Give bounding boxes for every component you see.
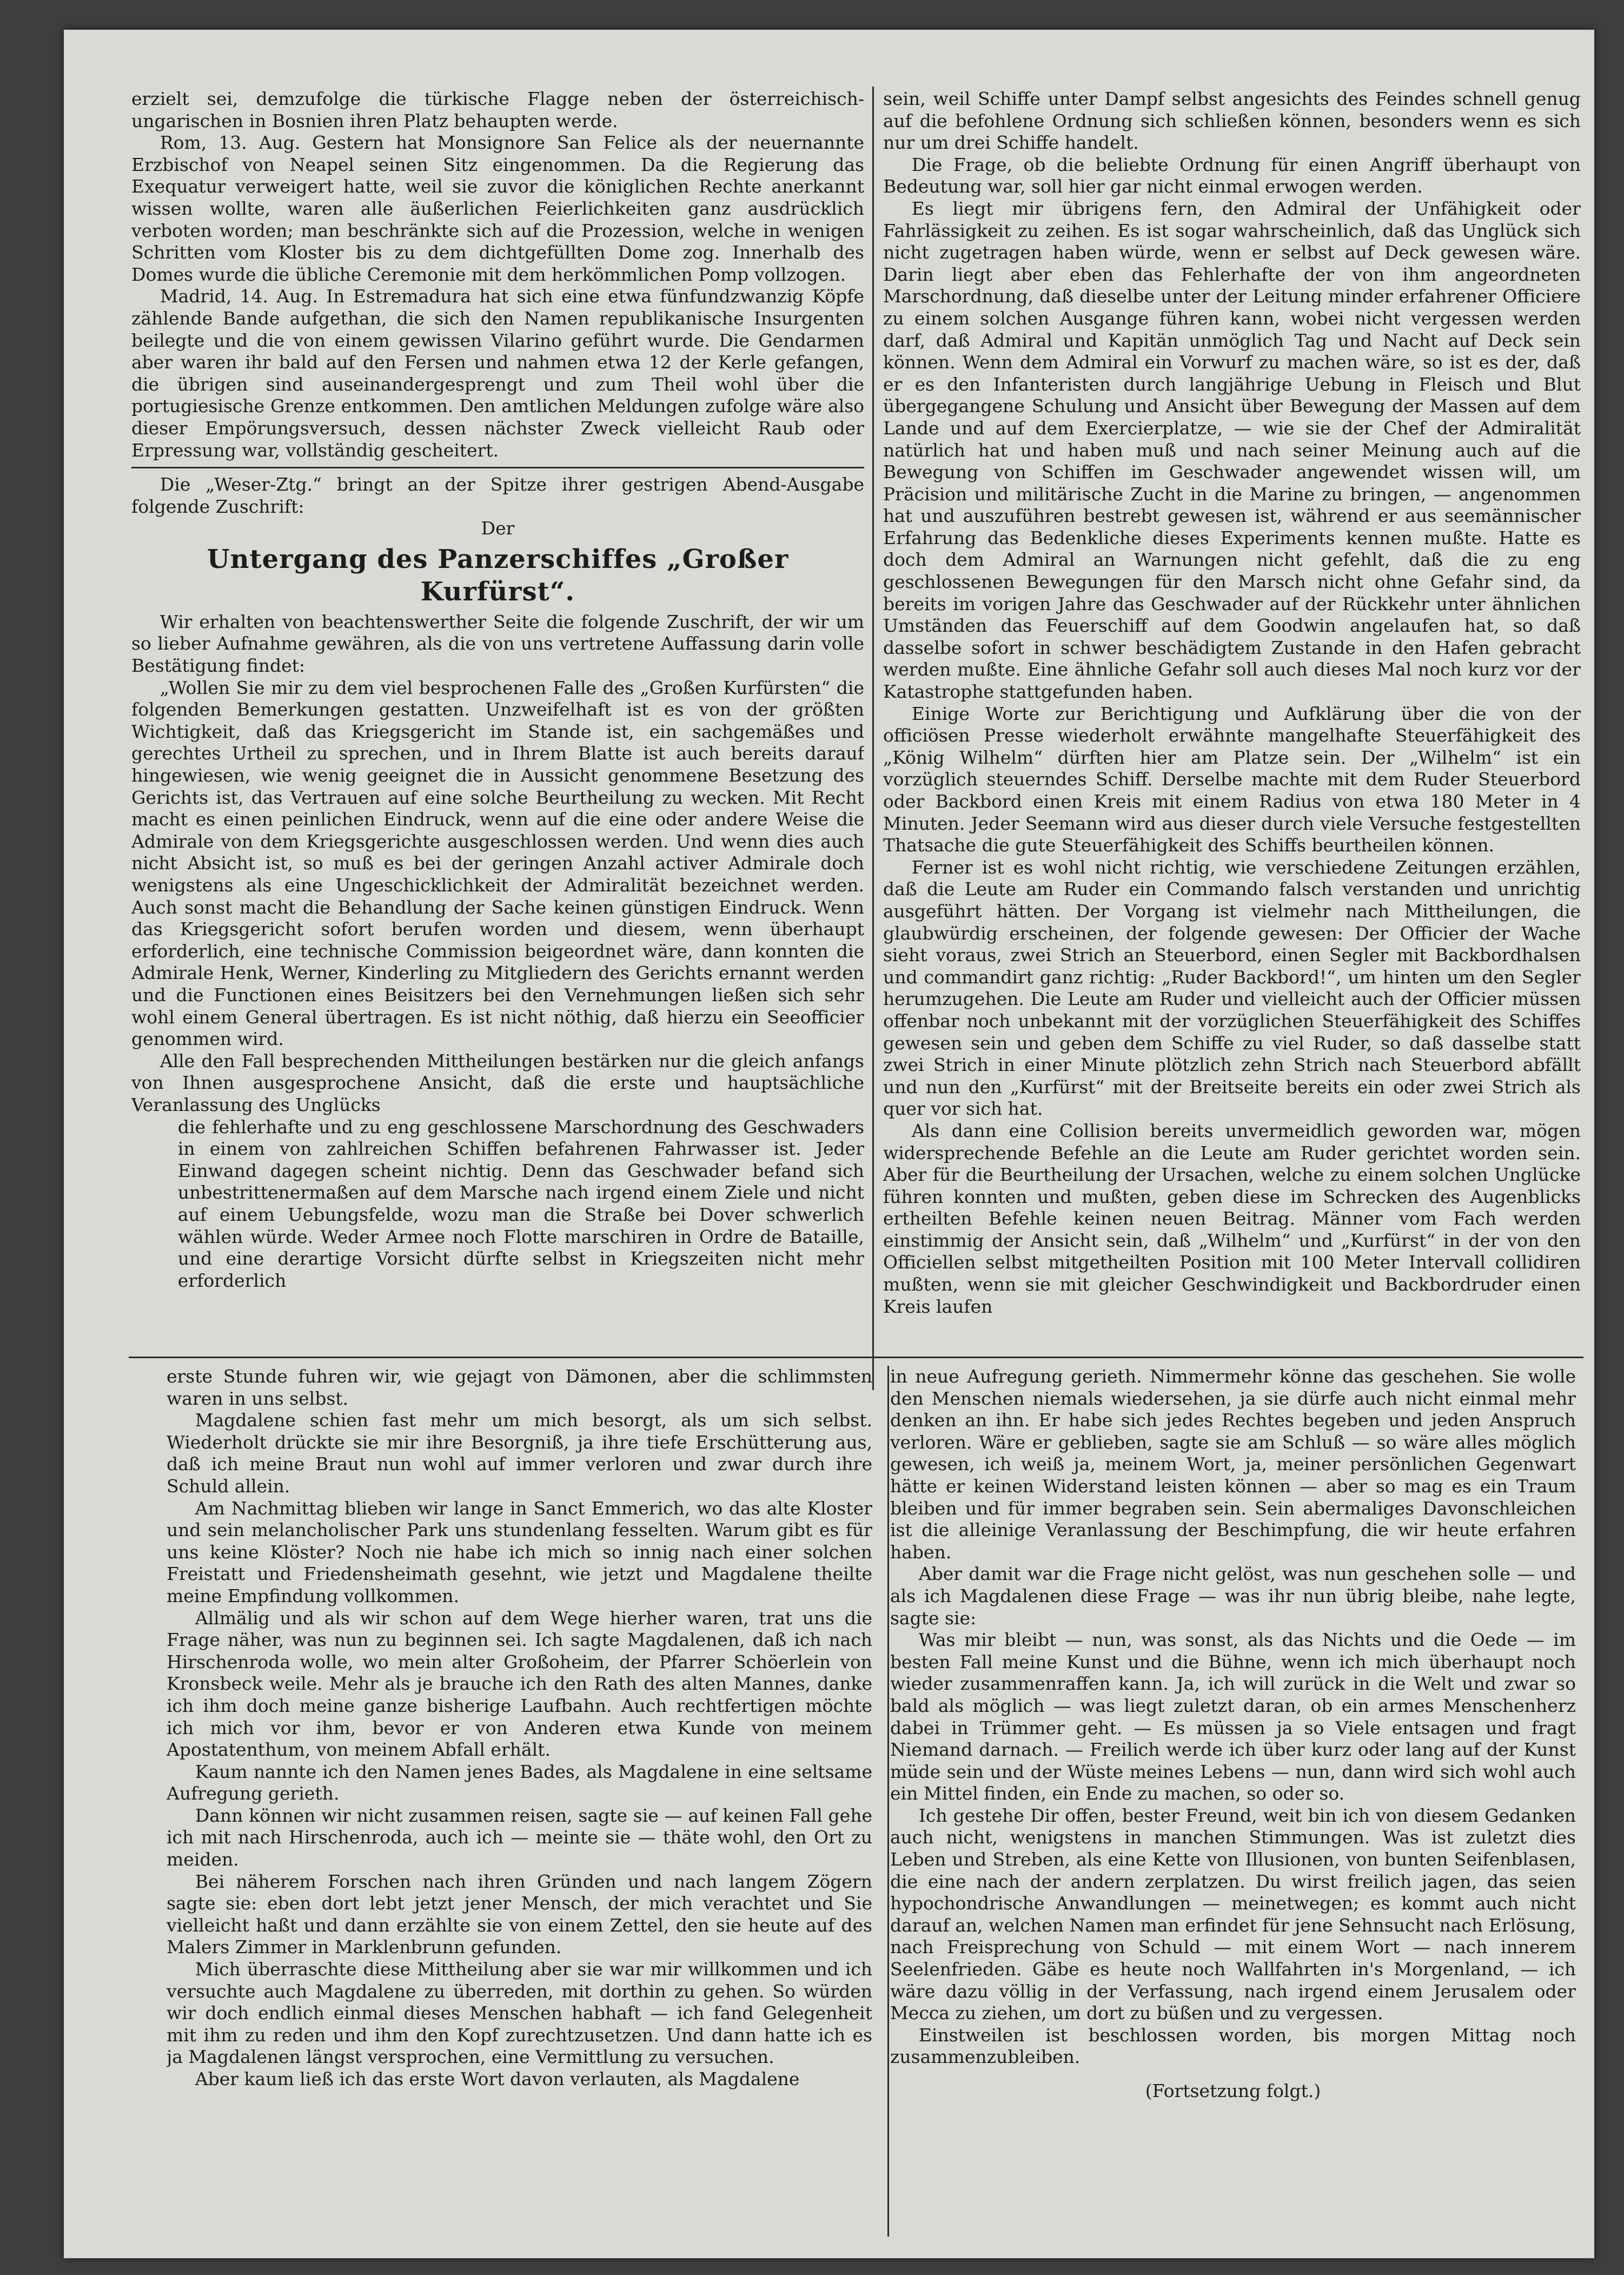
heading-kicker: Der xyxy=(481,518,515,539)
paragraph: „Wollen Sie mir zu dem viel besprochenen Falle des „Großen Kurfürsten“ die folgenden Bemerkungen gestatten. Unzweifelhaft ist es von der größten Wichtigkeit, daß das Kriegsgericht im Stande ist, ein sachgemäßes und gerechtes Urtheil zu sprechen, und in Ihrem Blatte ist auch bereits darauf hingewiesen, wie wenig geeignet die in Aussicht genommene Besetzung des Gerichts ist, das Vertrauen auf eine solche Beurtheilung zu wecken. Mit Recht macht es einen peinlichen Eindruck, wenn auf die eine oder andere Weise die Admirale von dem Kriegsgerichte ausgeschlossen werden. Und wenn dies auch nicht Absicht ist, so muß es bei der geringen Anzahl activer Admirale doch wenigstens als eine Ungeschicklichkeit der Admiralität bezeichnet werden. Auch sonst macht die Behandlung der Sache keinen günstigen Eindruck. Wenn das Kriegsgericht sofort berufen worden und diesem, wenn überhaupt erforderlich, eine technische Commission beigeordnet wäre, dann konnten die Admirale Henk, Werner, Kinderling zu Mitgliedern des Gerichts ernannt werden und die Functionen eines Beisitzers bei den Vernehmungen ließen sich sehr wohl einem General übertragen. Es ist nicht nöthig, daß hierzu ein Seeofficier genommen wird. xyxy=(131,677,864,1050)
paragraph: sein, weil Schiffe unter Dampf selbst angesichts des Feindes schnell genug auf die befohlene Ordnung sich schließen können, besonders wenn es sich nur um drei Schiffe handelt. xyxy=(883,88,1581,154)
article-intro: Die „Weser-Ztg.“ bringt an der Spitze ihrer gestrigen Abend-Ausgabe folgende Zuschrift: xyxy=(131,474,864,517)
column-bottom-right xyxy=(890,1366,1576,2242)
article-heading: Untergang des Panzerschiffes „Großer Kurfürst“. xyxy=(207,544,789,607)
paragraph: Kaum nannte ich den Namen jenes Bades, als Magdalene in eine seltsame Aufregung gerieth. xyxy=(167,1761,872,1804)
column-bottom-left xyxy=(167,1366,872,2242)
paragraph: Aber damit war die Frage nicht gelöst, was nun geschehen solle — und als ich Magdalenen diese Frage — was ihr nun übrig bleibe, nahe legte, sagte sie: xyxy=(890,1563,1576,1629)
column-rule-top xyxy=(872,87,874,1390)
paragraph: erste Stunde fuhren wir, wie gejagt von Dämonen, aber die schlimmsten waren in uns selbst. xyxy=(167,1366,872,1409)
column-rule-bottom xyxy=(887,1366,889,2237)
paragraph: Es liegt mir übrigens fern, den Admiral der Unfähigkeit oder Fahrlässigkeit zu zeihen. Es ist sogar wahrscheinlich, daß das Unglück sich nicht zugetragen haben würde, wenn er selbst auf Deck gewesen wäre. Darin liegt aber eben das Fehlerhafte der von ihm angeordneten Marschordnung, daß dieselbe unter der Leitung minder erfahrener Officiere zu einem solchen Ausgange führen kann, wobei nicht vergessen werden darf, daß Admiral und Kapitän unmöglich Tag und Nacht auf Deck sein können. Wenn dem Admiral ein Vorwurf zu machen wäre, so ist es der, daß er es den Infanteristen durch langjährige Uebung in Fleisch und Blut übergegangene Schulung und Ansicht über Bewegung der Massen auf dem Lande und auf dem Exercierplatze, — wie sie der Chef der Admiralität natürlich hat und haben muß und nach seiner Meinung auch auf die Bewegung von Schiffen im Geschwader angewendet wissen will, um Präcision und militärische Zucht in die Marine zu bringen, — angenommen hat und auszuführen bestrebt gewesen ist, während er aus seemännischer Erfahrung das Bedenkliche dieses Experiments kennen mußte. Hatte es doch dem Admiral an Warnungen nicht gefehlt, daß die zu eng geschlossenen Bewegungen für den Marsch nicht ohne Gefahr sind, da bereits im vorigen Jahre das Geschwader auf der Rückkehr unter ähnlichen Umständen das Feuerschiff auf dem Goodwin angelaufen hat, so daß dasselbe sofort in schwer beschädigtem Zustande in den Hafen gebracht werden mußte. Eine ähnliche Gefahr soll auch dieses Mal noch kurz vor der Katastrophe stattgefunden haben. xyxy=(883,197,1581,703)
paragraph: Wir erhalten von beachtenswerther Seite die folgende Zuschrift, der wir um so lieber Aufnahme gewähren, als die von uns vertretene Auffassung darin volle Bestätigung findet: xyxy=(131,611,864,677)
continuation-note: (Fortsetzung folgt.) xyxy=(1145,2080,1321,2101)
paragraph: Einige Worte zur Berichtigung und Aufklärung über die von der officiösen Presse wiederholt erwähnte mangelhafte Steuerfähigkeit des „König Wilhelm“ dürften hier am Platze sein. Der „Wilhelm“ ist ein vorzüglich steuerndes Schiff. Derselbe machte mit dem Ruder Steuerbord oder Backbord einen Kreis mit einem Radius von etwa 180 Meter in 4 Minuten. Jeder Seemann wird aus dieser durch viele Versuche festgestellten Thatsache die gute Steuerfähigkeit des Schiffs beurtheilen können. xyxy=(883,703,1581,856)
paragraph: Ferner ist es wohl nicht richtig, wie verschiedene Zeitungen erzählen, daß die Leute am Ruder ein Commando falsch verstanden und unrichtig ausgeführt hätten. Der Vorgang ist vielmehr nach Mittheilungen, die glaubwürdig erscheinen, der folgende gewesen: Der Officier der Wache sieht voraus, zwei Strich an Steuerbord, einen Segler mit Backbordhalsen und commandirt ganz richtig: „Ruder Backbord!“, um hinten um den Segler herumzugehen. Die Leute am Ruder und vielleicht auch der Officier müssen offenbar noch unbekannt mit der vorzüglichen Steuerfähigkeit des Schiffes gewesen sein und geben dem Schiffe zu viel Ruder, so daß dasselbe statt zwei Strich in einer Minute plötzlich zehn Strich nach Steuerbord abfällt und nun den „Kurfürst“ mit der Breitseite bereits ein oder zwei Strich als quer vor sich hat. xyxy=(883,856,1581,1120)
paragraph: Mich überraschte diese Mittheilung aber sie war mir willkommen und ich versuchte auch Magdalene zu überreden, mit dorthin zu gehen. So würden wir doch endlich einmal dieses Menschen habhaft — ich fand Gelegenheit mit ihm zu reden und ihm den Kopf zurechtzusetzen. Und dann hatte ich es ja Magdalenen längst versprochen, eine Vermittlung zu versuchen. xyxy=(167,1959,872,2068)
paragraph: Alle den Fall besprechenden Mittheilungen bestärken nur die gleich anfangs von Ihnen ausgesprochene Ansicht, daß die erste und hauptsächliche Veranlassung des Unglücks xyxy=(131,1050,864,1115)
newspaper-page xyxy=(64,30,1594,2258)
article-separator xyxy=(131,467,864,468)
paragraph: Als dann eine Collision bereits unvermeidlich geworden war, mögen widersprechende Befehle an die Leute am Ruder gerichtet worden sein. Aber für die Beurtheilung der Ursachen, welche zu einem solchen Unglücke führen konnten und mußten, geben diese im Schrecken des Augenblicks ertheilten Befehle keinen neuen Beitrag. Männer vom Fach werden einstimmig der Ansicht sein, daß „Wilhelm“ und „Kurfürst“ in der von den Officiellen selbst mitgetheilten Position mit 100 Meter Intervall collidiren mußten, wenn sie mit gleicher Geschwindigkeit und Backbordruder einen Kreis laufen xyxy=(883,1120,1581,1317)
paragraph: Einstweilen ist beschlossen worden, bis morgen Mittag noch zusammenzubleiben. xyxy=(890,2024,1576,2068)
paragraph: Die Frage, ob die beliebte Ordnung für einen Angriff überhaupt von Bedeutung war, soll hier gar nicht einmal erwogen werden. xyxy=(883,154,1581,197)
paragraph: die fehlerhafte und zu eng geschlossene Marschordnung des Geschwaders in einem von zahlreichen Schiffen befahrenen Fahrwasser ist. Jeder Einwand dagegen scheint nichtig. Denn das Geschwader befand sich unbestrittenermaßen auf dem Marsche nach irgend einem Ziele und nicht auf einem Uebungsfelde, wozu man die Straße bei Dover schwerlich wählen würde. Weder Armee noch Flotte marschiren in Ordre de Bataille, und eine derartige Vorsicht dürfte selbst in Kriegszeiten nicht mehr erforderlich xyxy=(177,1116,864,1291)
paragraph: Dann können wir nicht zusammen reisen, sagte sie — auf keinen Fall gehe ich mit nach Hirschenroda, auch ich — meinte sie — thäte wohl, den Ort zu meiden. xyxy=(167,1804,872,1870)
paragraph: Ich gestehe Dir offen, bester Freund, weit bin ich von diesem Gedanken auch nicht, wenigstens in manchen Stimmungen. Was ist zuletzt dies Leben und Streben, als eine Kette von Illusionen, von bunten Seifenblasen, die eine nach der andern zerplatzen. Du wirst freilich jagen, das seien hypochondrische Anwandlungen — meinetwegen; es kommt auch nicht darauf an, welchen Namen man erfindet für jene Sehnsucht nach Erlösung, nach Freisprechung von Schuld — mit einem Wort — nach innerem Seelenfrieden. Gäbe es heute noch Wallfahrten in's Morgenland, — ich wäre dazu völlig in der Verfassung, nach irgend einem Jerusalem oder Mecca zu ziehen, um dort zu büßen und zu vergessen. xyxy=(890,1804,1576,2024)
column-top-left xyxy=(131,88,864,1348)
paragraph: Bei näherem Forschen nach ihren Gründen und nach langem Zögern sagte sie: eben dort lebt jetzt jener Mensch, der mich verachtet und Sie vielleicht haßt und dann erzählte sie von einem Zettel, den sie heute auf des Malers Zimmer in Marklenbrunn gefunden. xyxy=(167,1870,872,1958)
paragraph: Madrid, 14. Aug. In Estremadura hat sich eine etwa fünfundzwanzig Köpfe zählende Bande aufgethan, die sich den Namen republikanische Insurgenten beilegte und die von einem gewissen Vilarino geführt wurde. Die Gendarmen aber waren ihr bald auf den Fersen und nahmen etwa 12 der Kerle gefangen, die übrigen sind auseinandergesprengt und zum Theil wohl über die portugiesische Grenze entkommen. Den amtlichen Meldungen zufolge wäre also dieser Empörungsversuch, dessen nächster Zweck vielleicht Raub oder Erpressung war, vollständig gescheitert. xyxy=(131,286,864,461)
column-top-right xyxy=(883,88,1581,1348)
paragraph: Allmälig und als wir schon auf dem Wege hierher waren, trat uns die Frage näher, was nun zu beginnen sei. Ich sagte Magdalenen, daß ich nach Hirschenroda wolle, wo mein alter Großoheim, der Pfarrer Schöerlein von Kronsbeck weile. Mehr als je brauche ich den Rath des alten Mannes, danke ich ihm doch meine ganze bisherige Laufbahn. Auch rechtfertigen möchte ich mich vor ihm, bevor er von Anderen etwa Kunde von meinem Apostatenthum, von meinem Abfall erhält. xyxy=(167,1607,872,1761)
paragraph: in neue Aufregung gerieth. Nimmermehr könne das geschehen. Sie wolle den Menschen niemals wiedersehen, ja sie dürfe auch nicht einmal mehr denken an ihn. Er habe sich jedes Rechtes begeben und jeden Anspruch verloren. Wäre er geblieben, sagte sie am Schluß — so wäre alles möglich gewesen, ich weiß ja, meinem Wort, ja, meiner persönlichen Gegenwart hätte er keinen Widerstand leisten können — aber so mag es ein Traum bleiben und für immer begraben sein. Sein abermaliges Davonschleichen ist die alleinige Veranlassung der Beschimpfung, die wir heute erfahren haben. xyxy=(890,1366,1576,1563)
paragraph: erzielt sei, demzufolge die türkische Flagge neben der österreichisch-ungarischen in Bosnien ihren Platz behaupten werde. xyxy=(131,88,864,131)
paragraph: Rom, 13. Aug. Gestern hat Monsignore San Felice als der neuernannte Erzbischof von Neapel seinen Sitz eingenommen. Da die Regierung das Exequatur verweigert hatte, weil sie zuvor die königlichen Rechte anerkannt wissen wollte, waren alle äußerlichen Feierlichkeiten ganz ausdrücklich verboten worden; man beschränkte sich auf die Prozession, welche in wenigen Schritten vom Kloster bis zu dem dichtgefüllten Dome zog. Innerhalb des Domes wurde die übliche Ceremonie mit dem herkömmlichen Pomp vollzogen. xyxy=(131,132,864,285)
paragraph: Aber kaum ließ ich das erste Wort davon verlauten, als Magdalene xyxy=(195,2068,800,2089)
paragraph: Am Nachmittag blieben wir lange in Sanct Emmerich, wo das alte Kloster und sein melancholischer Park uns stundenlang fesselten. Warum gibt es für uns keine Klöster? Noch nie habe ich mich so innig nach einer solchen Freistatt und Friedensheimath gesehnt, wie jetzt und Magdalene theilte meine Empfindung vollkommen. xyxy=(167,1497,872,1606)
paragraph: Magdalene schien fast mehr um mich besorgt, als um sich selbst. Wiederholt drückte sie mir ihre Besorgniß, ja ihre tiefe Erschütterung aus, daß ich meine Braut nun wohl auf immer verloren und zwar durch ihre Schuld allein. xyxy=(167,1410,872,1497)
section-divider xyxy=(129,1357,1583,1358)
paragraph: Was mir bleibt — nun, was sonst, als das Nichts und die Oede — im besten Fall meine Kunst und die Bühne, wenn ich mich überhaupt noch wieder zusammenraffen kann. Ja, ich will zurück in die Welt und zwar so bald als möglich — was liegt zuletzt daran, ob ein armes Menschenherz dabei in Trümmer geht. — Es müssen ja so Viele entsagen und fragt Niemand darnach. — Freilich werde ich über kurz oder lang auf der Kunst müde sein und der Wüste meines Lebens — nun, dann wird sich wohl auch ein Mittel finden, ein Ende zu machen, so oder so. xyxy=(890,1629,1576,1804)
